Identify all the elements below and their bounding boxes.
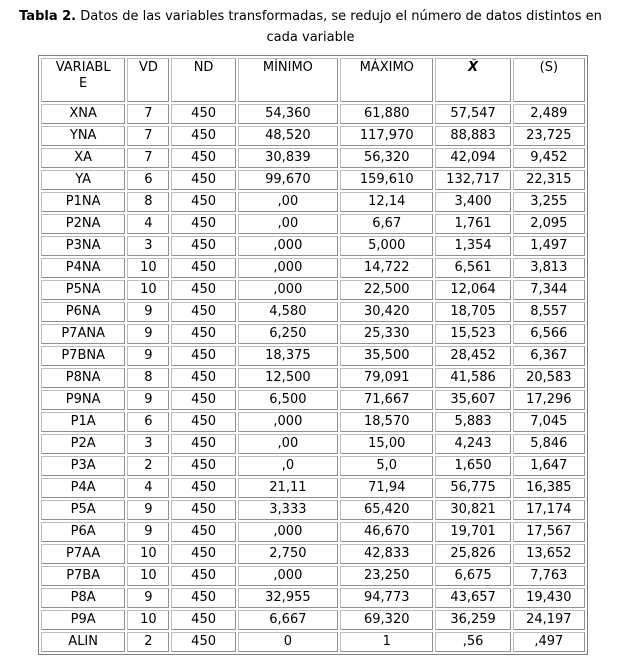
cell-minimo: ,000 xyxy=(238,280,338,300)
cell-vd: 10 xyxy=(127,566,169,586)
table-body xyxy=(41,104,585,652)
cell-variable: P1A xyxy=(41,412,125,432)
cell-nd: 450 xyxy=(171,126,235,146)
cell-minimo: 3,333 xyxy=(238,500,338,520)
cell-nd: 450 xyxy=(171,456,235,476)
cell-media: 5,883 xyxy=(435,412,510,432)
cell-variable: P4A xyxy=(41,478,125,498)
cell-media: 28,452 xyxy=(435,346,510,366)
cell-minimo: ,000 xyxy=(238,566,338,586)
table-row xyxy=(41,544,585,564)
table-row xyxy=(41,522,585,542)
cell-maximo: 42,833 xyxy=(340,544,433,564)
cell-minimo: ,00 xyxy=(238,192,338,212)
caption-text: Datos de las variables transformadas, se redujo el número de datos distintos en cada variable xyxy=(80,9,602,45)
cell-s: 23,725 xyxy=(513,126,585,146)
table-row xyxy=(41,258,585,278)
table-row xyxy=(41,434,585,454)
cell-media: 25,826 xyxy=(435,544,510,564)
cell-media: 41,586 xyxy=(435,368,510,388)
caption-label: Tabla 2. xyxy=(19,9,77,24)
cell-nd: 450 xyxy=(171,192,235,212)
cell-variable: P7ANA xyxy=(41,324,125,344)
cell-vd: 9 xyxy=(127,324,169,344)
table-row xyxy=(41,236,585,256)
cell-minimo: 6,667 xyxy=(238,610,338,630)
cell-media: 43,657 xyxy=(435,588,510,608)
table-row xyxy=(41,104,585,124)
cell-vd: 9 xyxy=(127,390,169,410)
cell-s: 7,045 xyxy=(513,412,585,432)
cell-variable: P3NA xyxy=(41,236,125,256)
cell-minimo: 6,250 xyxy=(238,324,338,344)
cell-vd: 9 xyxy=(127,500,169,520)
cell-maximo: 71,667 xyxy=(340,390,433,410)
cell-minimo: 4,580 xyxy=(238,302,338,322)
cell-vd: 9 xyxy=(127,588,169,608)
cell-variable: P6NA xyxy=(41,302,125,322)
table-row xyxy=(41,126,585,146)
cell-minimo: ,000 xyxy=(238,522,338,542)
cell-s: 3,813 xyxy=(513,258,585,278)
cell-s: 17,174 xyxy=(513,500,585,520)
cell-variable: P9A xyxy=(41,610,125,630)
cell-maximo: 159,610 xyxy=(340,170,433,190)
cell-media: 1,354 xyxy=(435,236,510,256)
cell-vd: 9 xyxy=(127,346,169,366)
table-row xyxy=(41,500,585,520)
cell-minimo: 0 xyxy=(238,632,338,652)
data-table xyxy=(38,55,588,655)
cell-vd: 7 xyxy=(127,104,169,124)
cell-minimo: 54,360 xyxy=(238,104,338,124)
table-row xyxy=(41,610,585,630)
cell-s: 6,566 xyxy=(513,324,585,344)
cell-maximo: 12,14 xyxy=(340,192,433,212)
cell-s: 13,652 xyxy=(513,544,585,564)
cell-nd: 450 xyxy=(171,236,235,256)
table-row xyxy=(41,588,585,608)
column-header-vd: VD xyxy=(127,58,169,102)
cell-minimo: ,000 xyxy=(238,258,338,278)
table-row xyxy=(41,148,585,168)
cell-s: 17,296 xyxy=(513,390,585,410)
cell-media: 12,064 xyxy=(435,280,510,300)
cell-media: 132,717 xyxy=(435,170,510,190)
cell-media: 35,607 xyxy=(435,390,510,410)
cell-variable: P9NA xyxy=(41,390,125,410)
cell-minimo: 12,500 xyxy=(238,368,338,388)
cell-variable: P2NA xyxy=(41,214,125,234)
cell-maximo: 23,250 xyxy=(340,566,433,586)
cell-s: 5,846 xyxy=(513,434,585,454)
cell-vd: 10 xyxy=(127,280,169,300)
table-row xyxy=(41,346,585,366)
table-row xyxy=(41,456,585,476)
column-header-s: (S) xyxy=(513,58,585,102)
cell-maximo: 79,091 xyxy=(340,368,433,388)
cell-media: 88,883 xyxy=(435,126,510,146)
cell-variable: P1NA xyxy=(41,192,125,212)
cell-variable: P3A xyxy=(41,456,125,476)
table-row xyxy=(41,368,585,388)
table-row xyxy=(41,478,585,498)
cell-variable: P7AA xyxy=(41,544,125,564)
cell-maximo: 71,94 xyxy=(340,478,433,498)
cell-media: 30,821 xyxy=(435,500,510,520)
cell-variable: XNA xyxy=(41,104,125,124)
cell-s: 3,255 xyxy=(513,192,585,212)
cell-vd: 4 xyxy=(127,478,169,498)
cell-media: 18,705 xyxy=(435,302,510,322)
cell-minimo: ,000 xyxy=(238,236,338,256)
cell-nd: 450 xyxy=(171,302,235,322)
cell-minimo: 6,500 xyxy=(238,390,338,410)
cell-nd: 450 xyxy=(171,280,235,300)
cell-media: 1,761 xyxy=(435,214,510,234)
table-row xyxy=(41,632,585,652)
column-header-media: X̄ xyxy=(435,58,510,102)
cell-variable: P4NA xyxy=(41,258,125,278)
cell-nd: 450 xyxy=(171,148,235,168)
cell-media: 3,400 xyxy=(435,192,510,212)
cell-s: 20,583 xyxy=(513,368,585,388)
cell-nd: 450 xyxy=(171,324,235,344)
cell-s: 19,430 xyxy=(513,588,585,608)
cell-variable: YNA xyxy=(41,126,125,146)
cell-variable: P5NA xyxy=(41,280,125,300)
cell-s: 7,763 xyxy=(513,566,585,586)
cell-s: 22,315 xyxy=(513,170,585,190)
cell-nd: 450 xyxy=(171,104,235,124)
cell-media: 6,561 xyxy=(435,258,510,278)
cell-vd: 9 xyxy=(127,302,169,322)
table-header-row xyxy=(41,58,585,102)
cell-minimo: ,000 xyxy=(238,412,338,432)
cell-maximo: 65,420 xyxy=(340,500,433,520)
cell-vd: 10 xyxy=(127,258,169,278)
cell-s: 6,367 xyxy=(513,346,585,366)
cell-media: ,56 xyxy=(435,632,510,652)
cell-s: 8,557 xyxy=(513,302,585,322)
cell-vd: 8 xyxy=(127,192,169,212)
table-caption xyxy=(0,0,621,48)
cell-vd: 7 xyxy=(127,126,169,146)
cell-nd: 450 xyxy=(171,588,235,608)
column-header-variable-label: VARIABLE xyxy=(55,60,111,91)
table-row xyxy=(41,192,585,212)
cell-vd: 2 xyxy=(127,456,169,476)
cell-media: 6,675 xyxy=(435,566,510,586)
cell-vd: 8 xyxy=(127,368,169,388)
cell-minimo: 48,520 xyxy=(238,126,338,146)
cell-s: 1,647 xyxy=(513,456,585,476)
cell-variable: P5A xyxy=(41,500,125,520)
cell-maximo: 61,880 xyxy=(340,104,433,124)
table-row xyxy=(41,324,585,344)
cell-minimo: 18,375 xyxy=(238,346,338,366)
cell-media: 42,094 xyxy=(435,148,510,168)
cell-s: 1,497 xyxy=(513,236,585,256)
table-row xyxy=(41,170,585,190)
cell-maximo: 117,970 xyxy=(340,126,433,146)
cell-nd: 450 xyxy=(171,522,235,542)
cell-maximo: 30,420 xyxy=(340,302,433,322)
cell-s: 2,095 xyxy=(513,214,585,234)
cell-vd: 9 xyxy=(127,522,169,542)
cell-maximo: 22,500 xyxy=(340,280,433,300)
cell-variable: P7BA xyxy=(41,566,125,586)
cell-vd: 3 xyxy=(127,434,169,454)
cell-variable: YA xyxy=(41,170,125,190)
cell-nd: 450 xyxy=(171,566,235,586)
cell-vd: 6 xyxy=(127,412,169,432)
cell-s: ,497 xyxy=(513,632,585,652)
cell-media: 1,650 xyxy=(435,456,510,476)
cell-nd: 450 xyxy=(171,346,235,366)
cell-media: 57,547 xyxy=(435,104,510,124)
cell-maximo: 15,00 xyxy=(340,434,433,454)
column-header-minimo: MÍNIMO xyxy=(238,58,338,102)
cell-nd: 450 xyxy=(171,544,235,564)
cell-nd: 450 xyxy=(171,258,235,278)
cell-maximo: 5,0 xyxy=(340,456,433,476)
cell-maximo: 5,000 xyxy=(340,236,433,256)
cell-nd: 450 xyxy=(171,610,235,630)
cell-vd: 7 xyxy=(127,148,169,168)
cell-nd: 450 xyxy=(171,412,235,432)
cell-vd: 4 xyxy=(127,214,169,234)
cell-maximo: 14,722 xyxy=(340,258,433,278)
cell-maximo: 56,320 xyxy=(340,148,433,168)
cell-maximo: 69,320 xyxy=(340,610,433,630)
cell-media: 4,243 xyxy=(435,434,510,454)
cell-nd: 450 xyxy=(171,368,235,388)
cell-minimo: ,00 xyxy=(238,434,338,454)
cell-maximo: 25,330 xyxy=(340,324,433,344)
cell-vd: 10 xyxy=(127,610,169,630)
cell-variable: P6A xyxy=(41,522,125,542)
cell-nd: 450 xyxy=(171,632,235,652)
cell-minimo: 2,750 xyxy=(238,544,338,564)
cell-nd: 450 xyxy=(171,478,235,498)
cell-nd: 450 xyxy=(171,390,235,410)
cell-s: 16,385 xyxy=(513,478,585,498)
cell-s: 24,197 xyxy=(513,610,585,630)
cell-variable: XA xyxy=(41,148,125,168)
column-header-variable xyxy=(41,58,125,102)
cell-maximo: 35,500 xyxy=(340,346,433,366)
cell-vd: 10 xyxy=(127,544,169,564)
column-header-nd: ND xyxy=(171,58,235,102)
table-row xyxy=(41,280,585,300)
cell-s: 2,489 xyxy=(513,104,585,124)
cell-maximo: 46,670 xyxy=(340,522,433,542)
cell-nd: 450 xyxy=(171,170,235,190)
cell-nd: 450 xyxy=(171,500,235,520)
cell-maximo: 1 xyxy=(340,632,433,652)
cell-maximo: 6,67 xyxy=(340,214,433,234)
cell-s: 7,344 xyxy=(513,280,585,300)
cell-maximo: 18,570 xyxy=(340,412,433,432)
cell-vd: 3 xyxy=(127,236,169,256)
cell-variable: P7BNA xyxy=(41,346,125,366)
cell-minimo: 21,11 xyxy=(238,478,338,498)
table-row xyxy=(41,302,585,322)
cell-nd: 450 xyxy=(171,434,235,454)
cell-maximo: 94,773 xyxy=(340,588,433,608)
cell-minimo: 32,955 xyxy=(238,588,338,608)
cell-nd: 450 xyxy=(171,214,235,234)
cell-media: 15,523 xyxy=(435,324,510,344)
cell-minimo: ,00 xyxy=(238,214,338,234)
cell-s: 9,452 xyxy=(513,148,585,168)
cell-vd: 2 xyxy=(127,632,169,652)
column-header-maximo: MÁXIMO xyxy=(340,58,433,102)
cell-media: 36,259 xyxy=(435,610,510,630)
table-row xyxy=(41,566,585,586)
cell-minimo: ,0 xyxy=(238,456,338,476)
cell-vd: 6 xyxy=(127,170,169,190)
cell-variable: P8A xyxy=(41,588,125,608)
cell-variable: P8NA xyxy=(41,368,125,388)
cell-s: 17,567 xyxy=(513,522,585,542)
cell-variable: ALIN xyxy=(41,632,125,652)
table-row xyxy=(41,390,585,410)
table-row xyxy=(41,412,585,432)
cell-minimo: 99,670 xyxy=(238,170,338,190)
cell-minimo: 30,839 xyxy=(238,148,338,168)
cell-variable: P2A xyxy=(41,434,125,454)
cell-media: 19,701 xyxy=(435,522,510,542)
cell-media: 56,775 xyxy=(435,478,510,498)
table-row xyxy=(41,214,585,234)
